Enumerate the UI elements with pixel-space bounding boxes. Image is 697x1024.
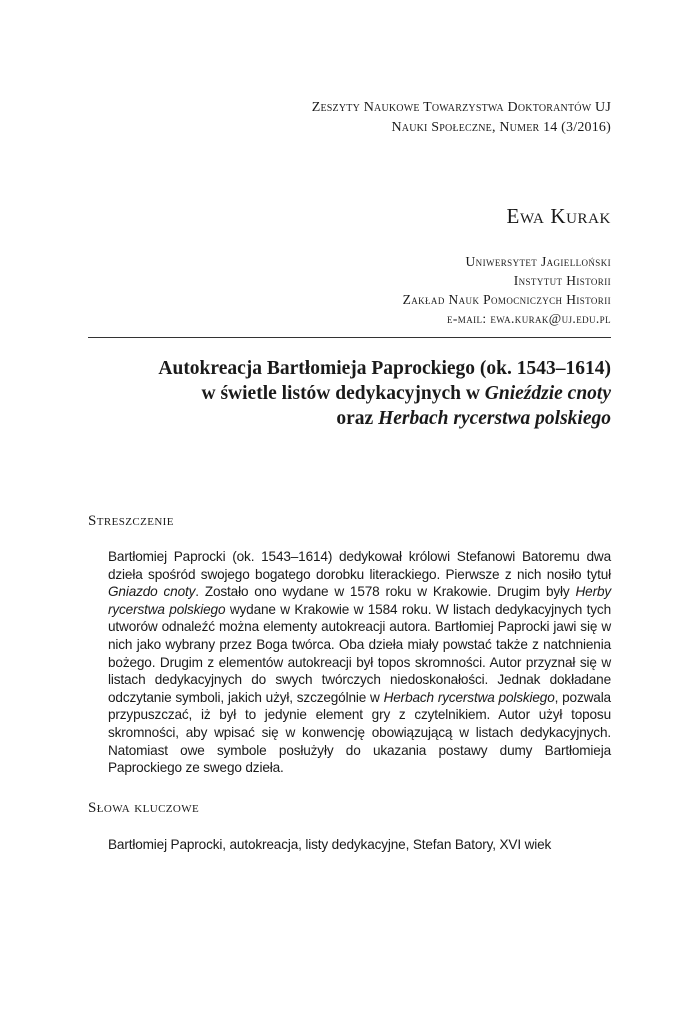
abstract-italic: Herbach rycerstwa polskiego (383, 689, 555, 705)
keywords-heading: Słowa kluczowe (88, 800, 200, 816)
affiliation-university: Uniwersytet Jagielloński (465, 254, 611, 269)
article-title (71, 356, 611, 431)
affiliation-department: Zakład Nauk Pomocniczych Historii (402, 292, 611, 307)
affiliation-institute: Instytut Historii (513, 273, 611, 288)
title-work-1: Gnieździe cnoty (484, 383, 611, 404)
abstract-segment: wydane w Krakowie w 1584 roku. W listach dedykacyjnych tych utworów odnaleźć można elementy autokreacji autora. Bartłomiej Paprocki jawi się w nich jako wybrany przez Boga twórca. Oba dzieła miały powstać także z natchnienia bożego. Drugim z elementów autokreacji był topos skromności. Autor przyznał się w listach dedykacyjnych do swych twórczych niedoskonałości. Jednak dokładane odczytanie symboli, jakich użył, szczególnie w (108, 601, 611, 705)
abstract-segment: . Zostało ono wydane w 1578 roku w Krakowie. Drugim były (195, 584, 576, 600)
title-text: w świetle listów dedykacyjnych w (201, 383, 485, 404)
abstract-italic: Herby rycerstwa polskiego (108, 584, 612, 617)
abstract-text (108, 548, 611, 777)
author-affiliation (403, 252, 611, 328)
journal-header (312, 98, 611, 138)
title-work-2: Herbach rycerstwa polskiego (378, 408, 611, 429)
abstract-italic: Gniazdo cnoty (108, 584, 196, 600)
header-divider (88, 337, 611, 338)
abstract-segment: Bartłomiej Paprocki (ok. 1543–1614) dedykował królowi Stefanowi Batoremu dwa dzieła spośród swojego bogatego dorobku literackiego. Pierwsze z nich nosiło tytuł (108, 549, 611, 582)
title-line-2 (71, 381, 611, 406)
abstract-segment: , pozwala przypuszczać, iż był to jedynie element gry z czytelnikiem. Autor użył toposu skromności, aby wpisać się w konwencję obowiązującą w listach dedykacyjnych. Natomiast owe symbole posłużyły do ukazania postawy dumy Bartłomieja Paprockiego ze swego dzieła. (108, 689, 611, 776)
title-text: oraz (336, 408, 379, 429)
title-line-3 (71, 406, 611, 431)
affiliation-email: e-mail: ewa.kurak@uj.edu.pl (447, 311, 611, 326)
keywords-text: Bartłomiej Paprocki, autokreacja, listy dedykacyjne, Stefan Batory, XVI wiek (108, 837, 552, 852)
journal-title: Zeszyty Naukowe Towarzystwa Doktorantów UJ (311, 100, 611, 115)
author-name: Ewa Kurak (506, 204, 611, 228)
journal-issue: Nauki Społeczne, Numer 14 (3/2016) (391, 120, 611, 135)
title-line-1: Autokreacja Bartłomieja Paprockiego (ok. 1543–1614) (158, 358, 611, 379)
abstract-heading: Streszczenie (88, 513, 174, 529)
